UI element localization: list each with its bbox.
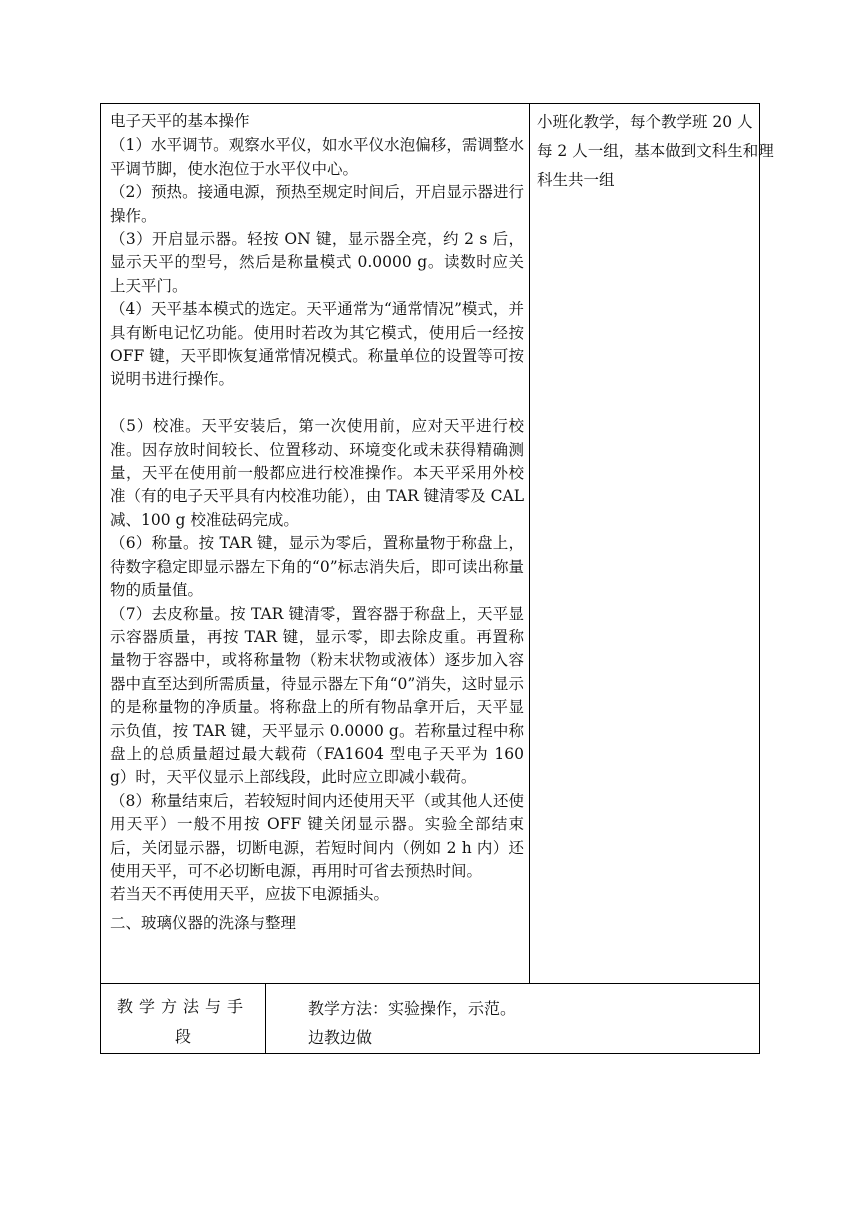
step-2-paragraph: （2）预热。接通电源，预热至规定时间后，开启显示器进行操作。 xyxy=(110,183,524,225)
method-label-line2 xyxy=(102,1022,264,1052)
method-label-line1: 教学方法与手 xyxy=(116,997,249,1016)
teaching-method-label xyxy=(102,992,264,1052)
step-8-paragraph: （8）称量结束后，若较短时间内还使用天平（或其他人还使用天平）一般不用按 OFF 键关闭显示器。实验全部结束后，关闭显示器，切断电源，若短时间内（例如 2 h 内）还使用天平，可不必切断电源，再用时可省去预热时间。 xyxy=(110,791,524,880)
step-5-paragraph: （5）校准。天平安装后，第一次使用前，应对天平进行校准。因存放时间较长、位置移动、环境变化或未获得精确测量，天平在使用前一般都应进行校准操作。本天平采用外校准（有的电子天平具有内校准功能），由 TAR 键清零及 CAL 减、100 g 校准砝码完成。 xyxy=(110,417,524,529)
section-title: 电子天平的基本操作 xyxy=(110,112,250,130)
unplug-note: 若当天不再使用天平，应拔下电源插头。 xyxy=(110,885,390,904)
table-border-right xyxy=(759,103,760,1054)
method-text-line2: 边教边做 xyxy=(308,1028,373,1047)
step-6-paragraph: （6）称量。按 TAR 键，显示为零后，置称量物于称盘上，待数字稳定即显示器左下角的“0”标志消失后，即可读出称量物的质量值。 xyxy=(110,534,524,600)
class-size-note: 小班化教学，每个教学班 20 人 xyxy=(537,113,753,131)
balance-operation-cell xyxy=(110,110,524,935)
step-7-paragraph: （7）去皮称量。按 TAR 键清零，置容器于称盘上，天平显示容器质量，再按 TAR 键，显示零，即去除皮重。再置称量物于容器中，或将称量物（粉末状物或液体）逐步加入容器中直至达到所需质量，待显示器左下角“0”消失，这时显示的是称量物的净质量。将称盘上的所有物品拿开后，天平显示负值，按 TAR 键，天平显示 0.0000 g。若称量过程中称盘上的总质量超过最大载荷（FA1604 型电子天平为 160 g）时，天平仪显示上部线段，此时应立即减小载荷。 xyxy=(110,604,524,787)
method-column-divider xyxy=(265,983,266,1054)
table-border-bottom xyxy=(100,1053,760,1054)
teaching-method-content xyxy=(308,994,516,1052)
table-column-divider xyxy=(529,103,530,983)
step-4-paragraph: （4）天平基本模式的选定。天平通常为“通常情况”模式，并具有断电记忆功能。使用时若改为其它模式，使用后一经按 OFF 键，天平即恢复通常情况模式。称量单位的设置等可按说明书进行操作。 xyxy=(110,300,524,389)
group-note: 每 2 人一组，基本做到文科生和理科生共一组 xyxy=(537,142,774,189)
table-row-divider xyxy=(100,983,760,984)
method-label-line2-text: 段 xyxy=(174,1027,191,1046)
paragraph-spacer xyxy=(110,392,524,415)
table-border-left xyxy=(100,103,101,1054)
class-organization-cell xyxy=(537,108,787,195)
section-2-heading: 二、玻璃仪器的洗涤与整理 xyxy=(110,913,297,932)
step-1-paragraph: （1）水平调节。观察水平仪，如水平仪水泡偏移，需调整水平调节脚，使水泡位于水平仪中心。 xyxy=(110,136,524,178)
step-3-paragraph: （3）开启显示器。轻按 ON 键，显示器全亮，约 2 s 后，显示天平的型号，然后是称量模式 0.0000 g。读数时应关上天平门。 xyxy=(110,230,524,295)
table-border-top xyxy=(100,103,760,104)
method-text-line1: 教学方法：实验操作，示范。 xyxy=(308,999,517,1018)
